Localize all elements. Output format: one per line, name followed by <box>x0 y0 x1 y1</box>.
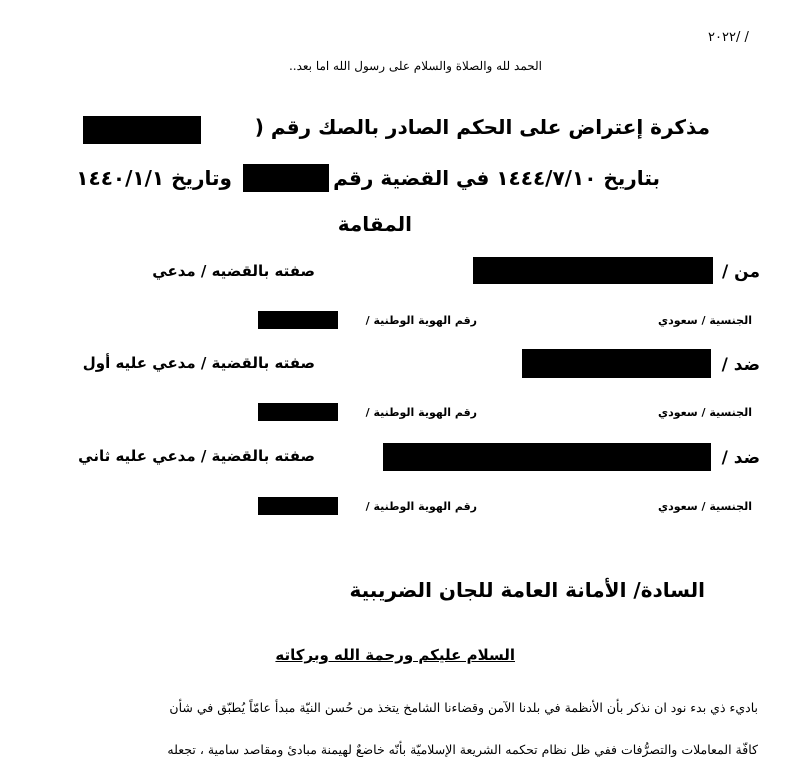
title-line-2-part-2: وتاريخ ١٤٤٠/١/١ <box>76 166 232 190</box>
document-date: ٢٠٢٢/ / <box>708 30 749 45</box>
redaction-party-1-name <box>473 257 713 284</box>
addressee: السادة/ الأمانة العامة للجان الضريبية <box>349 578 705 602</box>
party-1-id-label: رقم الهوية الوطنية / <box>365 314 477 327</box>
party-2-id-label: رقم الهوية الوطنية / <box>365 406 477 419</box>
title-line-1 <box>112 115 710 139</box>
party-2-role: صفته بالقضية / مدعي عليه أول <box>82 354 315 372</box>
party-3-role: صفته بالقضية / مدعي عليه ثاني <box>78 447 315 465</box>
redaction-party-3-name <box>383 443 711 471</box>
redaction-party-2-name <box>522 349 711 378</box>
redaction-case-number <box>243 164 329 192</box>
body-line-2: كافّة المعاملات والتصرُّفات ففي ظل نظام تحكمه الشريعة الإسلاميّة بأنّه خاضعٌ لهيمنة مبادئ ومقاصد سامية ، تجعله <box>167 742 758 757</box>
party-1-role: صفته بالقضيه / مدعي <box>152 262 315 280</box>
redaction-judgment-number <box>83 116 201 144</box>
party-3-prefix: ضد / <box>721 448 760 468</box>
title-line-1-prefix: مذكرة إعتراض على الحكم الصادر بالصك رقم ( <box>254 115 710 139</box>
party-3-nationality: الجنسية / سعودي <box>658 500 752 513</box>
greeting: السلام عليكم ورحمة الله وبركاته <box>275 646 515 664</box>
redaction-party-1-id <box>258 311 338 329</box>
party-3-id-label: رقم الهوية الوطنية / <box>365 500 477 513</box>
party-2-nationality: الجنسية / سعودي <box>658 406 752 419</box>
redaction-party-2-id <box>258 403 338 421</box>
party-1-prefix: من / <box>722 262 760 282</box>
party-2-prefix: ضد / <box>721 355 760 375</box>
body-line-1: باديء ذي بدء نود ان نذكر بأن الأنظمة في بلدنا الآمن وقضاءنا الشامخ يتخذ من حُسن النيّة مبدأ عامّاً يُطبّق في شأن <box>169 700 758 715</box>
title-line-3: المقامة <box>337 212 412 236</box>
party-1-nationality: الجنسية / سعودي <box>658 314 752 327</box>
opening-phrase: الحمد لله والصلاة والسلام على رسول الله اما بعد.. <box>288 59 542 73</box>
title-line-2-part-1: بتاريخ ١٤٤٤/٧/١٠ في القضية رقم <box>333 166 660 190</box>
redaction-party-3-id <box>258 497 338 515</box>
